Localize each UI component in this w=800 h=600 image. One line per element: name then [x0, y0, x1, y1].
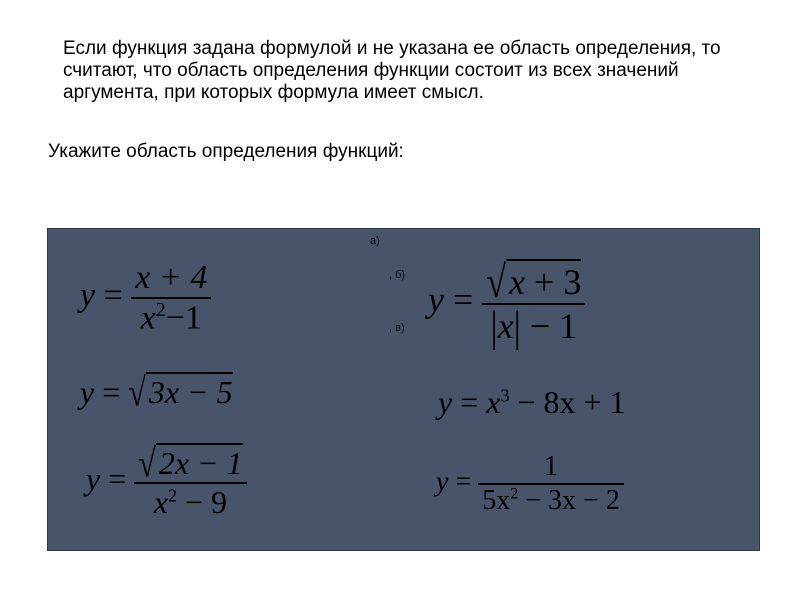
formula-4-x: x	[486, 384, 501, 420]
formula-5-fraction	[134, 440, 246, 521]
formula-1-den-x: x	[140, 299, 156, 337]
formula-2-eq: =	[452, 279, 474, 320]
formula-2-fraction	[482, 257, 585, 350]
formula-5-lhs: y	[86, 460, 101, 497]
formula-5	[86, 440, 247, 521]
formula-2-num-rest: + 3	[525, 262, 582, 302]
marker-a: а)	[370, 235, 380, 247]
formula-3-eq: =	[102, 374, 121, 410]
formula-2	[428, 257, 585, 350]
formula-6-numerator: 1	[544, 451, 559, 482]
formula-1-numerator: x + 4	[135, 259, 208, 296]
formula-2-den-rest: − 1	[520, 306, 578, 346]
formula-5-eq: =	[108, 460, 127, 497]
formula-6-den-a: 5x	[482, 485, 511, 516]
formula-2-radical-sign: √	[486, 257, 507, 307]
formula-1-den-rest: −1	[165, 299, 202, 337]
formula-5-radical-sign: √	[138, 440, 156, 486]
formula-6-eq: =	[455, 466, 472, 498]
formula-6-fraction	[478, 451, 624, 517]
formula-3-radical-sign: √	[128, 369, 146, 415]
formula-5-radicand: 2x − 1	[158, 445, 243, 481]
formulas-panel	[47, 228, 760, 551]
formula-5-den-rest: − 9	[177, 484, 228, 520]
formula-4-exp: 3	[500, 385, 510, 406]
formula-2-num-x: x	[509, 262, 526, 302]
formula-3-lhs: y	[80, 374, 95, 410]
formula-2-lhs: y	[428, 279, 444, 320]
intro-paragraph: Если функция задана формулой и не указана ее область определения, то считают, что область определения функции состоит из всех значений аргумента, при которых формула имеет смысл.	[63, 38, 721, 103]
formula-6-den-b: − 3x − 2	[518, 485, 620, 516]
formula-2-abs-left: |	[490, 302, 498, 350]
formula-1-den-exp: 2	[155, 299, 166, 321]
formula-5-den-exp: 2	[168, 485, 177, 506]
formula-4-eq: =	[460, 384, 479, 420]
task-heading: Укажите область определения функций:	[48, 141, 404, 162]
formula-1	[80, 259, 211, 337]
formula-5-den-x: x	[153, 484, 168, 520]
formula-1-fraction	[131, 259, 211, 337]
formula-6	[436, 451, 624, 517]
formula-2-abs-right: |	[513, 302, 521, 350]
formula-6-den-exp: 2	[510, 485, 519, 503]
formula-1-lhs: y	[80, 276, 96, 314]
formula-4-rest: − 8x + 1	[509, 384, 626, 420]
formula-4	[438, 384, 626, 421]
formula-1-eq: =	[103, 276, 123, 314]
formula-2-den-x: x	[497, 306, 514, 346]
formula-3-radicand: 3x − 5	[148, 374, 233, 410]
formula-4-lhs: y	[438, 384, 453, 420]
formula-6-lhs: y	[436, 466, 449, 498]
marker-b: , б)	[389, 269, 406, 281]
marker-v: , в)	[389, 322, 405, 334]
formula-3	[80, 369, 233, 415]
